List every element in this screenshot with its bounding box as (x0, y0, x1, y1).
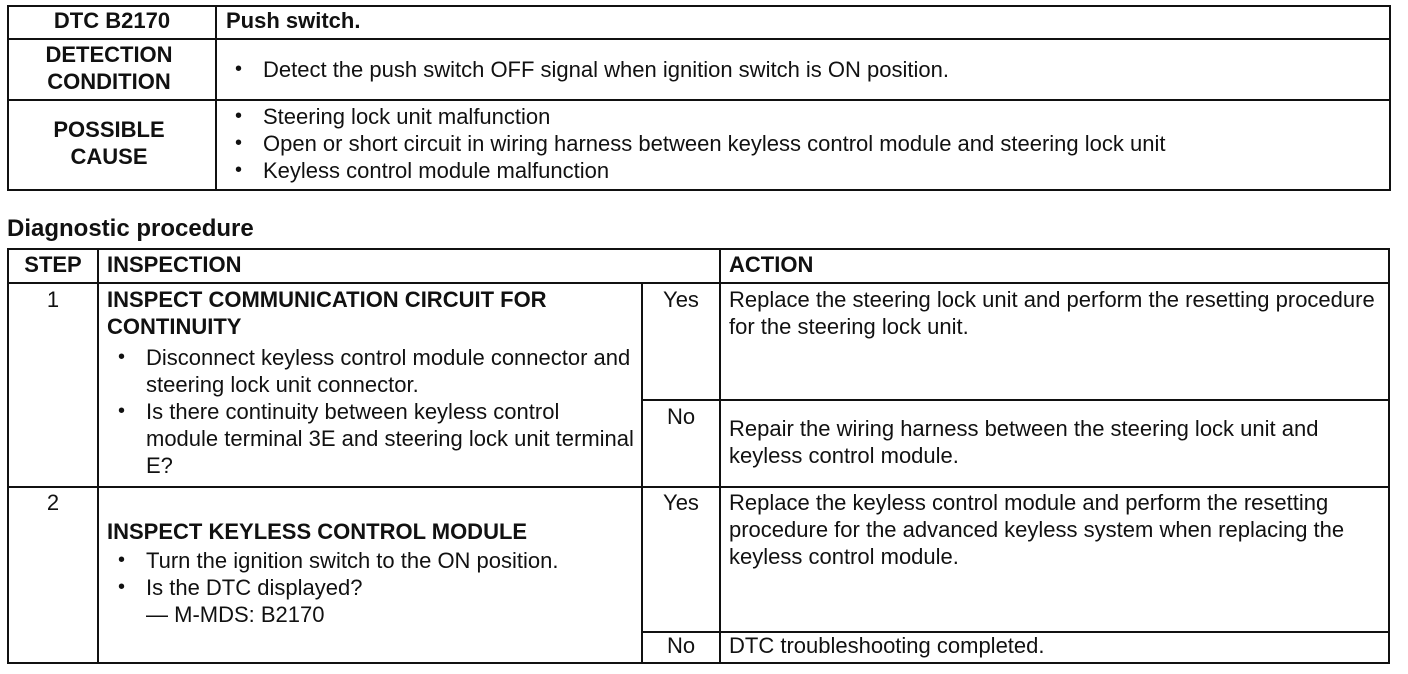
list-item: • Keyless control module malfunction (263, 157, 1383, 184)
list-item: • Turn the ignition switch to the ON position. (146, 547, 635, 574)
step-title: INSPECT COMMUNICATION CIRCUIT FOR CONTINUITY (107, 287, 547, 339)
yes-label: Yes (663, 490, 699, 515)
section-title: Diagnostic procedure (7, 215, 254, 242)
dtc-title: Push switch. (226, 8, 361, 33)
header-step: STEP (24, 252, 82, 277)
detection-condition-label: DETECTION CONDITION (45, 42, 173, 94)
step-subitem: — M-MDS: B2170 (146, 602, 325, 627)
yes-label: Yes (663, 287, 699, 312)
step1-yesno-divider (641, 399, 1390, 401)
no-action: Repair the wiring harness between the steering lock unit and keyless control module. (729, 416, 1319, 468)
yesno-col-divider (641, 282, 643, 664)
list-item: • Steering lock unit malfunction (263, 103, 1383, 130)
yes-action: Replace the keyless control module and perform the resetting procedure for the advanced keyless system when replacing the keyless control module. (729, 490, 1345, 569)
no-label: No (666, 633, 696, 658)
step-divider (7, 486, 1390, 488)
list-item: • Detect the push switch OFF signal when ignition switch is ON position. (263, 56, 1373, 83)
dtc-code: DTC B2170 (53, 8, 171, 33)
yes-action: Replace the steering lock unit and perform the resetting procedure for the steering lock unit. (729, 287, 1375, 339)
step-number: 2 (46, 490, 60, 515)
info-row-divider-2 (7, 99, 1391, 101)
step-inspection (107, 286, 635, 479)
possible-cause-label: POSSIBLE CAUSE (53, 117, 165, 169)
action-col-divider (719, 248, 721, 664)
no-label: No (666, 404, 696, 429)
list-item: • Is there continuity between keyless control module terminal 3E and steering lock unit terminal E? (146, 398, 635, 479)
list-item: • Is the DTC displayed? (146, 574, 635, 601)
step-col-divider (97, 248, 99, 664)
header-divider (7, 282, 1390, 284)
possible-cause-list (263, 103, 1383, 184)
step-title: INSPECT KEYLESS CONTROL MODULE (107, 519, 528, 544)
list-item: • Open or short circuit in wiring harness between keyless control module and steering lock unit (263, 130, 1383, 157)
step-inspection (107, 518, 635, 628)
header-action: ACTION (729, 252, 814, 277)
header-inspection: INSPECTION (107, 252, 242, 277)
no-action: DTC troubleshooting completed. (729, 633, 1045, 658)
detection-condition-text (263, 56, 1373, 83)
info-row-divider-1 (7, 38, 1391, 40)
list-item: • Disconnect keyless control module connector and steering lock unit connector. (146, 344, 635, 398)
info-table-divider (215, 5, 217, 191)
step-number: 1 (46, 287, 60, 312)
